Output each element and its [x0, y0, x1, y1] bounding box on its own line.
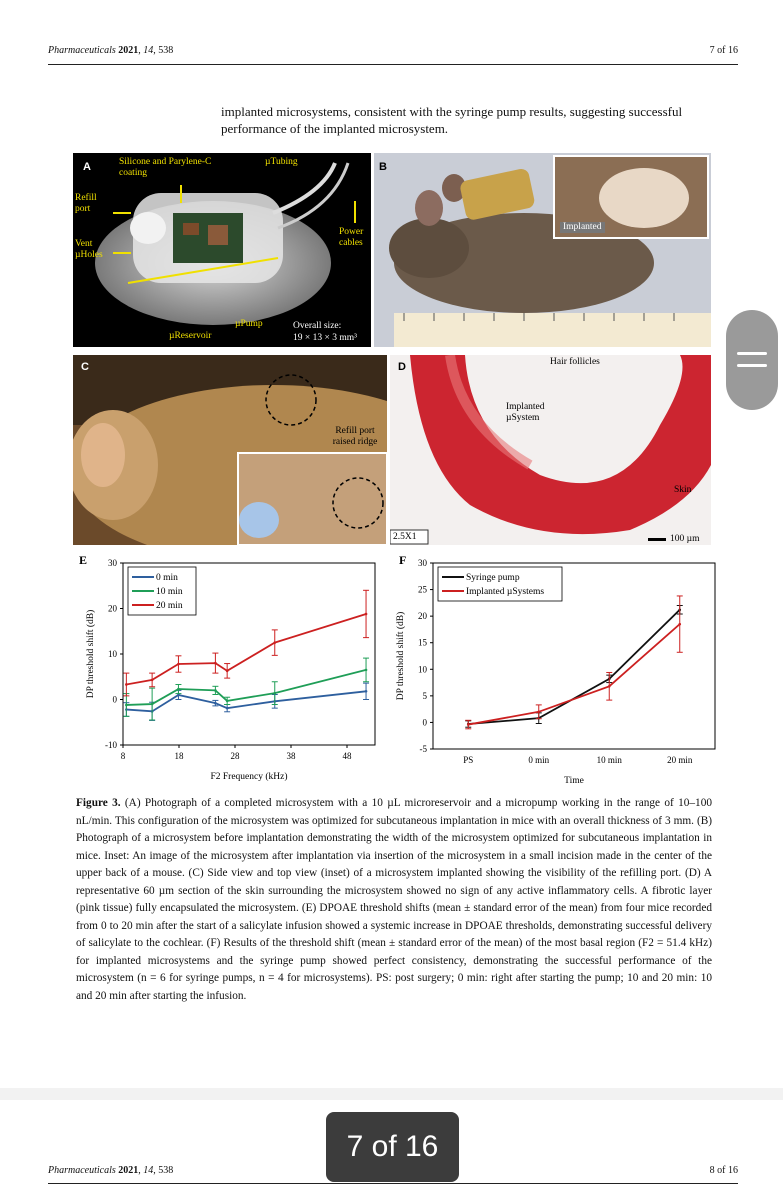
next-header-rule	[48, 1183, 738, 1184]
label-reservoir: µReservoir	[169, 331, 212, 341]
data-point	[226, 707, 229, 710]
figure-label: Figure 3.	[76, 797, 121, 809]
data-point	[365, 669, 368, 672]
x-category-label: 20 min	[667, 755, 693, 765]
y-tick-label: 30	[418, 558, 427, 568]
label-overall-size: Overall size:	[293, 321, 342, 331]
figure-caption	[76, 795, 712, 1005]
data-point	[608, 685, 611, 688]
data-point	[365, 690, 368, 693]
y-tick-label: 20	[418, 611, 427, 622]
data-point	[365, 613, 368, 616]
data-point	[151, 679, 154, 682]
y-tick-label: 5	[422, 690, 427, 701]
running-header	[48, 45, 738, 56]
page-number: 7 of 16	[709, 45, 738, 56]
label-hair-follicles: Hair follicles	[550, 357, 600, 367]
data-point	[177, 688, 180, 691]
y-axis-label: DP threshold shift (dB)	[396, 611, 406, 701]
y-tick-label: 10	[418, 664, 427, 675]
x-category-label: 10 min	[596, 755, 622, 765]
panel-label: F	[399, 553, 407, 567]
series-line	[126, 691, 366, 711]
data-point	[226, 700, 229, 703]
label-tubing: µTubing	[265, 157, 298, 167]
y-axis-label: DP threshold shift (dB)	[86, 609, 96, 699]
series-line	[468, 610, 680, 724]
data-point	[226, 670, 229, 673]
panel-d-histology	[390, 355, 711, 545]
mouse-photo	[374, 153, 711, 347]
y-tick-label: 0	[112, 694, 117, 705]
x-tick-label: 48	[342, 751, 352, 761]
body-paragraph: implanted microsystems, consistent with the syringe pump results, suggesting successful performance of the implanted microsystem.	[221, 104, 683, 136]
y-tick-label: 20	[108, 603, 117, 614]
next-page-number: 8 of 16	[709, 1165, 738, 1176]
histology-section	[390, 355, 711, 545]
label-vent-holes: Vent µHoles	[75, 239, 103, 260]
data-point	[273, 641, 276, 644]
panel-d-label: D	[398, 361, 406, 373]
scroll-handle[interactable]	[726, 310, 778, 410]
series-line	[468, 624, 680, 724]
x-tick-label: 18	[174, 751, 184, 761]
panel-label: E	[79, 553, 88, 567]
label-implanted-system: Implanted µSystem	[506, 402, 545, 423]
mouse-side-photo	[73, 355, 387, 545]
label-power-cables: Power cables	[339, 227, 364, 248]
panel-c-photo	[73, 355, 387, 545]
handle-line-icon	[737, 364, 767, 367]
x-category-label: PS	[463, 755, 474, 765]
label-coating: Silicone and Parylene-C coating	[119, 157, 212, 178]
label-refill-ridge: Refill port raised ridge	[332, 426, 378, 447]
y-tick-label: 10	[108, 649, 117, 659]
legend-label: 20 min	[156, 601, 183, 611]
header-rule	[48, 64, 738, 65]
y-tick-label: 30	[108, 558, 117, 568]
panel-c-label: C	[81, 361, 89, 373]
y-tick-label: 25	[418, 584, 427, 595]
next-journal-citation: Pharmaceuticals 2021, 14, 538	[48, 1165, 174, 1176]
panel-a-photo	[73, 153, 371, 347]
x-category-label: 0 min	[528, 755, 550, 765]
label-size-value: 19 × 13 × 3 mm³	[293, 333, 357, 343]
legend-label: Implanted µSystems	[466, 587, 545, 597]
scale-bar-label: 100 µm	[670, 534, 700, 544]
panel-b-photo	[374, 153, 711, 347]
legend-label: 10 min	[156, 587, 183, 597]
series-line	[126, 670, 366, 705]
data-point	[214, 689, 217, 692]
label-skin: Skin	[674, 485, 692, 495]
legend-label: Syringe pump	[466, 573, 520, 583]
inset-implanted-label: Implanted	[560, 222, 605, 233]
x-axis-label: Time	[564, 776, 584, 786]
label-refill-port: Refill port	[75, 193, 97, 214]
data-point	[678, 623, 681, 626]
y-tick-label: 0	[422, 717, 427, 728]
x-axis-label: F2 Frequency (kHz)	[210, 772, 288, 782]
journal-citation: Pharmaceuticals 2021, 14, 538	[48, 45, 174, 56]
x-tick-label: 8	[120, 751, 126, 761]
handle-line-icon	[737, 352, 767, 355]
chart-f	[393, 553, 723, 789]
y-tick-label: 15	[418, 637, 427, 648]
data-point	[151, 703, 154, 706]
magnification-label: 2.5X1	[393, 532, 417, 542]
microsystem-photo	[73, 153, 371, 347]
legend-label: 0 min	[156, 573, 178, 583]
series-line	[126, 614, 366, 685]
y-tick-label: -10	[105, 740, 117, 750]
x-tick-label: 28	[230, 751, 240, 761]
x-tick-label: 38	[286, 751, 296, 761]
data-point	[125, 704, 128, 707]
data-point	[214, 702, 217, 705]
data-point	[273, 692, 276, 695]
data-point	[125, 683, 128, 686]
data-point	[214, 662, 217, 665]
data-point	[467, 723, 470, 726]
chart-e	[73, 553, 395, 789]
page-indicator: 7 of 16	[326, 1112, 459, 1182]
data-point	[537, 711, 540, 714]
caption-text: (A) Photograph of a completed microsystem with a 10 µL microreservoir and a micropump working in the range of 10–100 nL/min. This configuration of the microsystem was optimized for subcutaneous implantation in mice with an overall thickness of 3 mm. (B) Photograph of a microsystem before implantation demonstrating the width of the microsystem optimized for subcutaneous implantation in mice. Inset: An image of the microsystem after implantation via insertion of the microsystem in a small incision made in the center of the upper back of a mouse. (C) Side view and top view (inset) of a microsystem implanted showing the visibility of the refilling port. (D) A representative 60 µm section of the skin surrounding the microsystem showed no sign of any active inflammatory cells. A fibrotic layer (pink tissue) fully encapsulated the microsystem. (E) DPOAE threshold shifts (mean ± standard error of the mean) from four mice recorded from 0 to 20 min after the start of a salicylate infusion showed a systemic increase in DPOAE thresholds, demonstrating successful delivery of salicylate to the cochlear. (F) Results of the threshold shift (mean ± standard error of the mean) of the most basal region (F2 = 51.4 kHz) for implanted microsystems and the syringe pump showed perfect consistency, demonstrating the successful performance of the microsystem (n = 6 for syringe pumps, n = 4 for microsystems). PS: post surgery; 0 min: right after starting the pump; 10 and 20 min: 10 and 20 min after starting the infusion.	[76, 797, 712, 1002]
panel-a-label: A	[83, 161, 91, 173]
panel-b-label: B	[379, 161, 387, 173]
y-tick-label: -5	[419, 744, 427, 754]
data-point	[177, 663, 180, 666]
label-pump: µPump	[235, 319, 263, 329]
